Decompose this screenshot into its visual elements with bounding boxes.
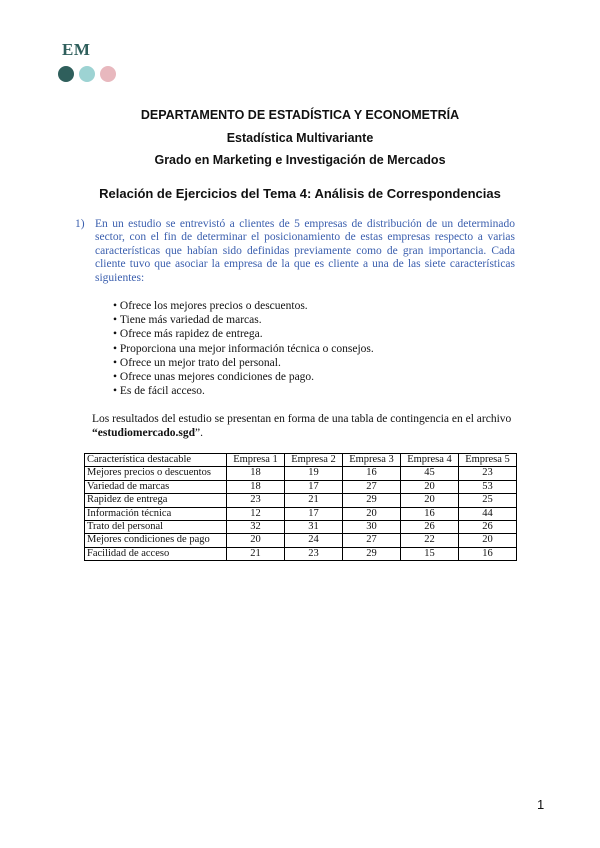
table-cell: 21: [227, 547, 285, 560]
table-cell: 23: [459, 467, 517, 480]
page-number: 1: [537, 797, 545, 812]
results-filename: estudiomercado.sgd: [97, 427, 195, 439]
column-header: Característica destacable: [85, 454, 227, 467]
table-cell: 30: [343, 521, 401, 534]
table-cell: 27: [343, 480, 401, 493]
table-cell: 16: [459, 547, 517, 560]
question-text: En un estudio se entrevistó a clientes de 5 empresas de distribución de un determinado sector, con el fin de determinar el posicionamiento de estas empresas respecto a varias características que habían sido definidas previamente como de gran importancia. Cada cliente tuvo que asociar la empresa de la que es cliente a una de las siete características siguientes:: [95, 218, 515, 284]
department-title: DEPARTAMENTO DE ESTADÍSTICA Y ECONOMETRÍA: [140, 108, 460, 122]
results-close: ”.: [194, 427, 203, 439]
table-cell: 27: [343, 534, 401, 547]
results-open-quote: “: [92, 427, 98, 439]
table-cell: 20: [401, 494, 459, 507]
table-cell: 29: [343, 494, 401, 507]
table-header-row: [85, 454, 517, 467]
table-row: [85, 467, 517, 480]
logo-dot-pink: [100, 66, 116, 82]
results-intro: Los resultados del estudio se presentan en forma de una tabla de contingencia en el archivo: [92, 413, 512, 425]
table-cell: 31: [285, 521, 343, 534]
table-cell: 12: [227, 507, 285, 520]
column-header: Empresa 2: [285, 454, 343, 467]
table-cell: 22: [401, 534, 459, 547]
row-label: Rapidez de entrega: [85, 494, 227, 507]
exercise-title: Relación de Ejercicios del Tema 4: Análisis de Correspondencias: [99, 186, 501, 201]
subject-title: Estadística Multivariante: [226, 131, 374, 145]
question-number: 1): [75, 218, 85, 230]
list-item: • Ofrece unas mejores condiciones de pago.: [113, 370, 374, 384]
table-cell: 18: [227, 467, 285, 480]
row-label: Mejores condiciones de pago: [85, 534, 227, 547]
column-header: Empresa 5: [459, 454, 517, 467]
characteristics-list: [113, 299, 374, 398]
list-item: • Tiene más variedad de marcas.: [113, 313, 374, 327]
list-item: • Ofrece más rapidez de entrega.: [113, 327, 374, 341]
table-cell: 20: [459, 534, 517, 547]
list-item: • Ofrece los mejores precios o descuentos.: [113, 299, 374, 313]
list-item: • Proporciona una mejor información técnica o consejos.: [113, 342, 374, 356]
degree-title: Grado en Marketing e Investigación de Mercados: [154, 153, 446, 167]
list-item: • Ofrece un mejor trato del personal.: [113, 356, 374, 370]
row-label: Variedad de marcas: [85, 480, 227, 493]
table-cell: 20: [343, 507, 401, 520]
row-label: Facilidad de acceso: [85, 547, 227, 560]
table-row: [85, 494, 517, 507]
question-1: [75, 218, 515, 285]
table-cell: 26: [401, 521, 459, 534]
contingency-table: [84, 453, 517, 561]
table-cell: 19: [285, 467, 343, 480]
row-label: Mejores precios o descuentos: [85, 467, 227, 480]
table-row: [85, 521, 517, 534]
logo-text: EM: [62, 40, 91, 59]
column-header: Empresa 1: [227, 454, 285, 467]
table-cell: 53: [459, 480, 517, 493]
table-row: [85, 480, 517, 493]
table-cell: 24: [285, 534, 343, 547]
table-cell: 15: [401, 547, 459, 560]
column-header: Empresa 3: [343, 454, 401, 467]
row-label: Información técnica: [85, 507, 227, 520]
logo-dots: [58, 66, 138, 82]
table-cell: 23: [285, 547, 343, 560]
logo-dot-teal: [79, 66, 95, 82]
table-cell: 20: [227, 534, 285, 547]
list-item: • Es de fácil acceso.: [113, 384, 374, 398]
table-cell: 45: [401, 467, 459, 480]
table-cell: 20: [401, 480, 459, 493]
table-cell: 44: [459, 507, 517, 520]
table-row: [85, 507, 517, 520]
table-cell: 26: [459, 521, 517, 534]
logo-dot-dark: [58, 66, 74, 82]
table-row: [85, 547, 517, 560]
column-header: Empresa 4: [401, 454, 459, 467]
table-cell: 17: [285, 480, 343, 493]
row-label: Trato del personal: [85, 521, 227, 534]
table-cell: 16: [401, 507, 459, 520]
table-cell: 18: [227, 480, 285, 493]
table-cell: 29: [343, 547, 401, 560]
table-cell: 23: [227, 494, 285, 507]
table-cell: 16: [343, 467, 401, 480]
table-row: [85, 534, 517, 547]
em-logo: [58, 40, 138, 82]
table-cell: 17: [285, 507, 343, 520]
table-cell: 21: [285, 494, 343, 507]
results-paragraph: [92, 412, 522, 440]
table-cell: 25: [459, 494, 517, 507]
table-cell: 32: [227, 521, 285, 534]
